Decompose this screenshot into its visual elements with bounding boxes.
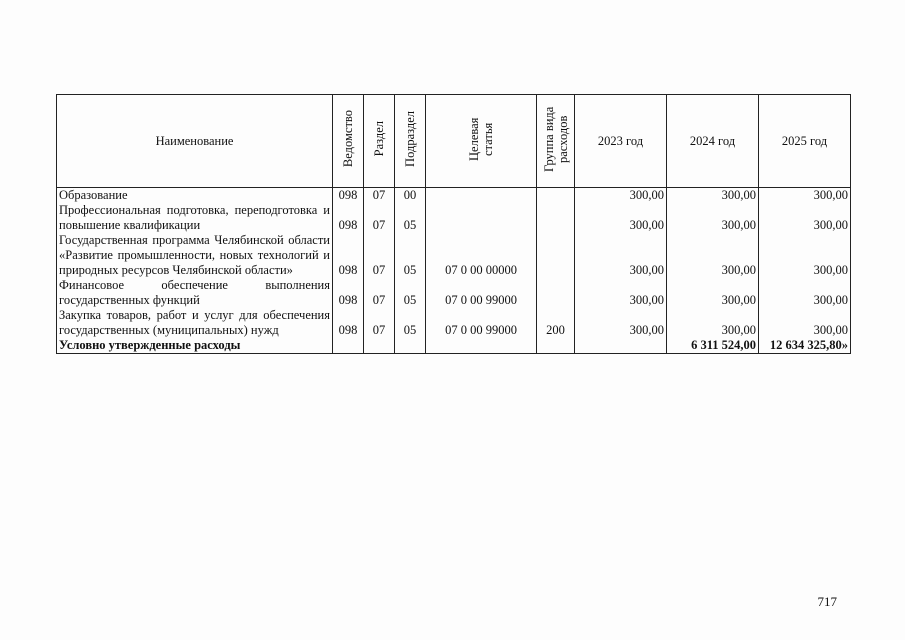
total-empty-cell bbox=[333, 338, 364, 354]
header-gruppa: Группа вида расходов bbox=[537, 95, 575, 188]
row-podrazdel: 00 bbox=[395, 188, 426, 204]
row-podrazdel: 05 bbox=[395, 308, 426, 338]
table-row bbox=[57, 308, 851, 338]
row-2024: 300,00 bbox=[667, 203, 759, 233]
total-empty-cell bbox=[395, 338, 426, 354]
total-label: Условно утвержденные расходы bbox=[57, 338, 333, 354]
row-gruppa bbox=[537, 233, 575, 278]
row-razdel: 07 bbox=[364, 278, 395, 308]
row-gruppa bbox=[537, 188, 575, 204]
total-empty-cell bbox=[426, 338, 537, 354]
header-2025: 2025 год bbox=[759, 95, 851, 188]
row-podrazdel: 05 bbox=[395, 203, 426, 233]
row-2024: 300,00 bbox=[667, 278, 759, 308]
header-tselevaya: Целевая статья bbox=[426, 95, 537, 188]
row-razdel: 07 bbox=[364, 308, 395, 338]
header-razdel: Раздел bbox=[364, 95, 395, 188]
row-2024: 300,00 bbox=[667, 188, 759, 204]
row-name: Профессиональная подготовка, переподготовка и повышение квалификации bbox=[57, 203, 333, 233]
page-number: 717 bbox=[817, 594, 837, 609]
row-2025: 300,00 bbox=[759, 278, 851, 308]
row-gruppa bbox=[537, 278, 575, 308]
header-2023: 2023 год bbox=[575, 95, 667, 188]
row-2025: 300,00 bbox=[759, 203, 851, 233]
table-row bbox=[57, 233, 851, 278]
row-name: Образование bbox=[57, 188, 333, 204]
row-tselevaya bbox=[426, 203, 537, 233]
row-tselevaya: 07 0 00 99000 bbox=[426, 278, 537, 308]
row-ved: 098 bbox=[333, 203, 364, 233]
row-razdel: 07 bbox=[364, 233, 395, 278]
row-2023: 300,00 bbox=[575, 278, 667, 308]
row-gruppa bbox=[537, 203, 575, 233]
row-tselevaya: 07 0 00 00000 bbox=[426, 233, 537, 278]
row-ved: 098 bbox=[333, 278, 364, 308]
table-row bbox=[57, 188, 851, 204]
row-name: Государственная программа Челябинской области «Развитие промышленности, новых технологий и природных ресурсов Челябинской области» bbox=[57, 233, 333, 278]
header-vedomstvo: Ведомство bbox=[333, 95, 364, 188]
total-empty-cell bbox=[537, 338, 575, 354]
row-tselevaya bbox=[426, 188, 537, 204]
row-name: Финансовое обеспечение выполнения государственных функций bbox=[57, 278, 333, 308]
total-row bbox=[57, 338, 851, 354]
row-ved: 098 bbox=[333, 233, 364, 278]
total-2024: 6 311 524,00 bbox=[667, 338, 759, 354]
total-2025: 12 634 325,80» bbox=[759, 338, 851, 354]
header-name: Наименование bbox=[57, 95, 333, 188]
total-2023 bbox=[575, 338, 667, 354]
row-podrazdel: 05 bbox=[395, 278, 426, 308]
row-ved: 098 bbox=[333, 308, 364, 338]
header-2024: 2024 год bbox=[667, 95, 759, 188]
row-2025: 300,00 bbox=[759, 308, 851, 338]
row-2023: 300,00 bbox=[575, 188, 667, 204]
row-razdel: 07 bbox=[364, 188, 395, 204]
row-2023: 300,00 bbox=[575, 233, 667, 278]
table-row bbox=[57, 203, 851, 233]
row-2025: 300,00 bbox=[759, 188, 851, 204]
row-podrazdel: 05 bbox=[395, 233, 426, 278]
table-row bbox=[57, 278, 851, 308]
budget-table bbox=[56, 94, 851, 354]
total-empty-cell bbox=[364, 338, 395, 354]
row-ved: 098 bbox=[333, 188, 364, 204]
header-podrazdel: Подраздел bbox=[395, 95, 426, 188]
row-gruppa: 200 bbox=[537, 308, 575, 338]
row-razdel: 07 bbox=[364, 203, 395, 233]
table-header-row bbox=[57, 95, 851, 188]
row-2023: 300,00 bbox=[575, 308, 667, 338]
row-2023: 300,00 bbox=[575, 203, 667, 233]
row-2024: 300,00 bbox=[667, 308, 759, 338]
row-2024: 300,00 bbox=[667, 233, 759, 278]
row-name: Закупка товаров, работ и услуг для обеспечения государственных (муниципальных) нужд bbox=[57, 308, 333, 338]
row-tselevaya: 07 0 00 99000 bbox=[426, 308, 537, 338]
row-2025: 300,00 bbox=[759, 233, 851, 278]
